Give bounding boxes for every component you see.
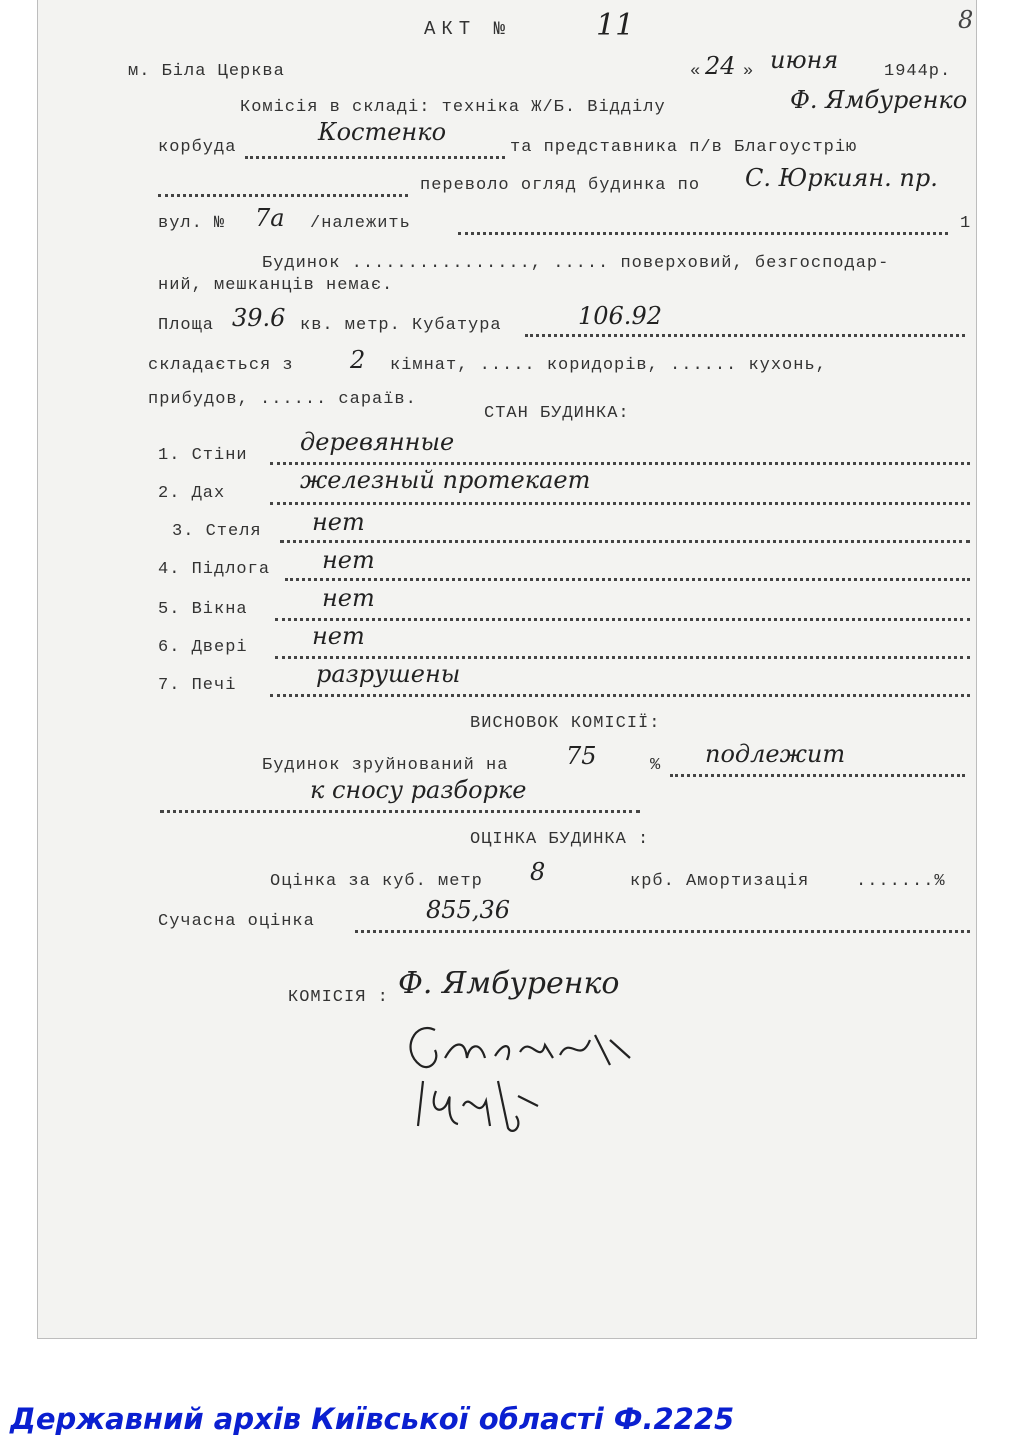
state-item-label: 6. Двері [158, 638, 248, 657]
state-item-value: железный протекает [300, 466, 591, 494]
state-item-value: разрушены [316, 660, 461, 688]
date-month: июня [770, 46, 839, 74]
corbud-dots [245, 156, 505, 159]
state-item-dots [270, 694, 970, 697]
area-value: 39.6 [232, 304, 286, 332]
state-item-value: нет [312, 622, 365, 650]
area-unit-label: кв. метр. Кубатура [300, 316, 502, 335]
building-line1: Будинок ................, ..... поверховий, безгосподар- [262, 254, 890, 273]
commission-signatures-label: КОМІСІЯ : [288, 988, 389, 1007]
line3-end: 1 [960, 214, 972, 233]
act-title: АКТ № [424, 18, 512, 40]
valuation-heading: ОЦІНКА БУДИНКА : [470, 830, 650, 849]
state-item-value: нет [312, 508, 365, 536]
house-number: 7а [255, 204, 285, 232]
state-item-dots [275, 618, 970, 621]
line3-dots [158, 194, 408, 197]
conclusion-heading: ВИСНОВОК КОМІСІЇ: [470, 714, 661, 733]
page-number: 8 [958, 6, 974, 34]
act-number: 11 [596, 8, 635, 43]
amortization-value: .......% [856, 872, 946, 891]
state-item-label: 3. Стеля [172, 522, 262, 541]
area-label: Площа [158, 316, 215, 335]
state-item-dots [275, 656, 970, 659]
state-item-value: нет [322, 584, 375, 612]
current-valuation-value: 855,36 [426, 896, 510, 924]
signature-3 [398, 1066, 558, 1146]
state-item-label: 5. Вікна [158, 600, 248, 619]
date-quote-open: « [690, 62, 702, 81]
currency-amortization: крб. Амортизація [630, 872, 810, 891]
belongs-dots [458, 232, 948, 235]
place-label: м. Біла Церква [128, 62, 285, 81]
per-m3-value: 8 [530, 858, 546, 886]
state-item-dots [270, 462, 970, 465]
rooms-suffix: кімнат, ..... коридорів, ...... кухонь, [390, 356, 827, 375]
commission-line2-suffix: та представника п/в Благоустрію [510, 138, 858, 157]
state-item-label: 7. Печі [158, 676, 237, 695]
belongs-label: /належить [310, 214, 411, 233]
verdict-line2-dots [160, 810, 640, 813]
corbud-label: корбуда [158, 138, 237, 157]
street-no-label: вул. № [158, 214, 226, 233]
verdict-line2: к сносу разборке [310, 776, 527, 804]
destroyed-percent: 75 [566, 742, 597, 770]
date-day: 24 [705, 52, 736, 80]
state-item-value: деревянные [300, 428, 455, 456]
rooms-value: 2 [350, 346, 366, 374]
inspection-text: переволо огляд будинка по [420, 176, 701, 195]
tech-name: Ф. Ямбуренко [790, 86, 968, 114]
current-valuation-dots [355, 930, 970, 933]
state-heading: СТАН БУДИНКА: [484, 404, 630, 423]
state-item-label: 2. Дах [158, 484, 226, 503]
state-item-dots [280, 540, 970, 543]
volume-value: 106.92 [578, 302, 662, 330]
building-line2: ний, мешканців немає. [158, 276, 394, 295]
signature-1: Ф. Ямбуренко [398, 966, 620, 1001]
percent-sign: % [650, 756, 662, 775]
state-item-label: 4. Підлога [158, 560, 271, 579]
extensions-line: прибудов, ...... сараїв. [148, 390, 417, 409]
verdict-dots [670, 774, 965, 777]
current-valuation-label: Сучасна оцінка [158, 912, 315, 931]
state-item-label: 1. Стіни [158, 446, 248, 465]
state-item-value: нет [322, 546, 375, 574]
date-year: 1944р. [884, 62, 952, 81]
per-m3-label: Оцінка за куб. метр [270, 872, 483, 891]
conclusion-prefix: Будинок зруйнований на [262, 756, 509, 775]
state-item-dots [270, 502, 970, 505]
verdict: подлежит [705, 740, 846, 768]
street-name: С. Юркиян. пр. [745, 164, 938, 192]
commission-line1: Комісія в складі: техніка Ж/Б. Відділу [240, 98, 666, 117]
corbud-name: Костенко [318, 118, 447, 146]
archive-footer: Державний архів Київської області Ф.2225 [10, 1402, 735, 1436]
volume-dots [525, 334, 965, 337]
state-item-dots [285, 578, 970, 581]
rooms-prefix: складається з [148, 356, 294, 375]
date-quote-close: » [743, 62, 755, 81]
